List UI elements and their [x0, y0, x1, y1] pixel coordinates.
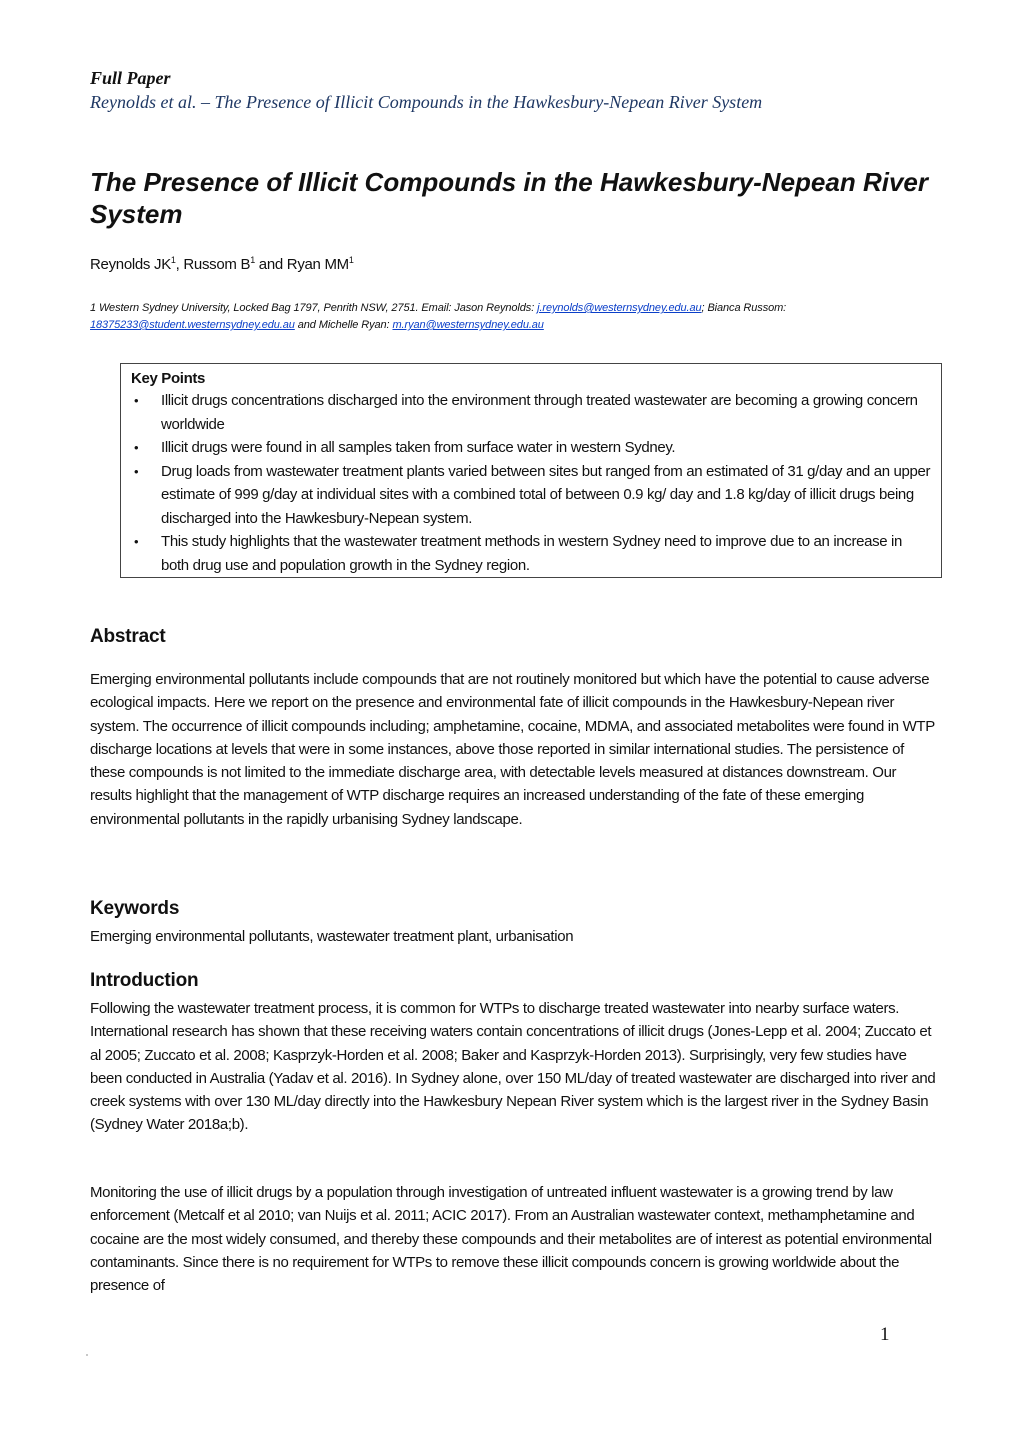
key-points-title: Key Points: [131, 370, 206, 387]
email-link-ryan[interactable]: m.ryan@westernsydney.edu.au: [392, 319, 544, 331]
key-point-text: Illicit drugs concentrations discharged into the environment through treated wastewater are becoming a growing concern worldwide: [161, 392, 918, 433]
key-point-item: [131, 530, 931, 577]
bullet-icon: •: [134, 440, 139, 455]
introduction-paragraph: Following the wastewater treatment process, it is common for WTPs to discharge treated wastewater into nearby surface waters. International research has shown that these receiving waters contain concentrations of illicit drugs (Jones-Lepp et al. 2004; Zuccato et al 2005; Zuccato et al. 2008; Kasprzyk-Horden et al. 2008; Baker and Kasprzyk-Horden 2013). Surprisingly, very few studies have been conducted in Australia (Yadav et al. 2016). In Sydney alone, over 150 ML/day of treated wastewater are discharged into river and creek systems with over 130 ML/day directly into the Hawkesbury Nepean River system which is the largest river in the Sydney Basin (Sydney Water 2018a;b).: [90, 1000, 936, 1134]
bullet-icon: •: [134, 393, 139, 408]
bullet-icon: •: [134, 534, 139, 549]
paper-title: The Presence of Illicit Compounds in the Hawkesbury-Nepean River System: [90, 167, 928, 229]
key-points-list: [131, 389, 931, 577]
bullet-icon: •: [134, 463, 139, 479]
introduction-paragraph: Monitoring the use of illicit drugs by a population through investigation of untreated influent wastewater is a growing trend by law enforcement (Metcalf et al 2010; van Nuijs et al. 2011; ACIC 2017). From an Australian wastewater context, methamphetamine and cocaine are the most widely consumed, and thereby these compounds and their metabolites are of interest as potential environmental contaminants. Since there is no requirement for WTPs to remove these illicit compounds concern is growing worldwide about the presence of: [90, 1184, 932, 1295]
affiliation-marker: 1: [250, 255, 255, 265]
email-link-russom[interactable]: 18375233@student.westernsydney.edu.au: [90, 319, 295, 331]
email-link-reynolds[interactable]: j.reynolds@westernsydney.edu.au: [537, 302, 702, 314]
affiliation-text: ; Bianca Russom:: [701, 302, 787, 314]
author-name: Russom B: [183, 256, 251, 273]
affiliation-marker: 1: [170, 255, 176, 265]
footer-mark: [86, 1354, 88, 1356]
key-point-item: [131, 436, 931, 460]
introduction-heading: Introduction: [90, 970, 199, 991]
abstract-text: Emerging environmental pollutants include compounds that are not routinely monitored but which have the potential to cause adverse ecological impacts. Here we report on the presence and environmental fate of illicit compounds in the Hawkesbury-Nepean river system. The occurrence of illicit compounds including; amphetamine, cocaine, MDMA, and associated metabolites were found in WTP discharge locations at levels that were in some instances, above those reported in similar international studies. The persistence of these compounds is not limited to the immediate discharge area, with detectable levels measured at distances downstream. Our results highlight that the management of WTP discharge requires an increased understanding of the fate of these emerging environmental pollutants in the rapidly urbanising Sydney landscape.: [90, 671, 935, 828]
key-points-box: [120, 363, 942, 578]
author-list: [90, 255, 354, 275]
affiliation-text: and Michelle Ryan:: [294, 319, 393, 331]
keywords-text: Emerging environmental pollutants, wastewater treatment plant, urbanisation: [90, 928, 574, 945]
author-separator: and: [254, 256, 287, 273]
key-point-item: [131, 389, 931, 436]
keywords-heading: Keywords: [90, 898, 180, 919]
affiliation-marker: 1: [348, 255, 354, 265]
affiliation-text: 1 Western Sydney University, Locked Bag 1797, Penrith NSW, 2751. Email: Jason Reynolds:: [90, 302, 538, 314]
running-head-subtitle: Reynolds et al. – The Presence of Illicit Compounds in the Hawkesbury-Nepean River System: [90, 92, 763, 112]
affiliation: [90, 300, 950, 334]
key-point-item: [131, 460, 931, 531]
author-name: Ryan MM: [286, 256, 349, 273]
page-number: 1: [880, 1324, 890, 1345]
author-name: Reynolds JK: [90, 256, 171, 273]
author-separator: ,: [175, 256, 184, 273]
running-head: [90, 66, 762, 114]
key-point-text: This study highlights that the wastewater treatment methods in western Sydney need to improve due to an increase in both drug use and population growth in the Sydney region.: [161, 533, 903, 574]
paper-type-label: Full Paper: [90, 68, 171, 88]
abstract-heading: Abstract: [90, 626, 166, 647]
key-point-text: Drug loads from wastewater treatment plants varied between sites but ranged from an estimated of 31 g/day and an upper estimate of 999 g/day at individual sites with a combined total of between 0.9 kg/ day and 1.8 kg/day of illicit drugs being discharged into the Hawkesbury-Nepean system.: [161, 462, 931, 527]
key-point-text: Illicit drugs were found in all samples taken from surface water in western Sydney.: [161, 439, 676, 456]
